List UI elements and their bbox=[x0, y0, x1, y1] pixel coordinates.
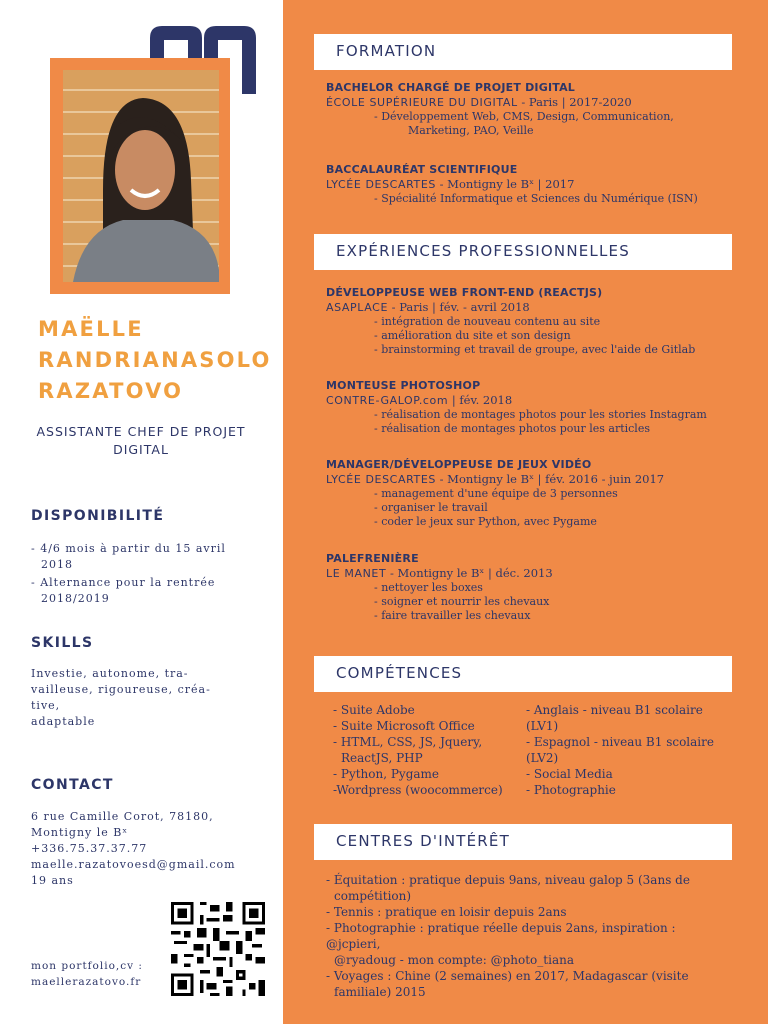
contact-heading: CONTACT bbox=[31, 777, 114, 793]
experience-entry-3-bullet-3: - coder le jeux sur Python, avec Pygame bbox=[374, 515, 597, 528]
experience-band bbox=[314, 234, 732, 270]
qr-code-icon[interactable] bbox=[171, 902, 265, 996]
skills-line-1: Investie, autonome, tra- bbox=[31, 667, 189, 680]
job-title: ASSISTANTE CHEF DE PROJET DIGITAL bbox=[36, 424, 246, 457]
interest-line-4: - Photographie : pratique réelle depuis 2ans, inspiration : @jcpieri, bbox=[326, 921, 676, 951]
competence-right-2: (LV1) bbox=[526, 719, 559, 733]
experience-entry-2-sub bbox=[326, 393, 726, 408]
contact-phone[interactable]: +336.75.37.37.77 bbox=[31, 842, 148, 855]
contact-email[interactable]: maelle.razatovoesd@gmail.com bbox=[31, 858, 236, 871]
interest-line-2: compétition) bbox=[334, 889, 412, 903]
experience-heading: EXPÉRIENCES PROFESSIONNELLES bbox=[336, 242, 630, 260]
formation-entry-2-title: BACCALAURÉAT SCIENTIFIQUE bbox=[326, 163, 518, 176]
interest-line-1: - Équitation : pratique depuis 9ans, niveau galop 5 (3ans de bbox=[326, 873, 690, 887]
availability-list bbox=[31, 541, 271, 607]
contact-info bbox=[31, 809, 271, 889]
competence-left-3: - HTML, CSS, JS, Jquery, bbox=[333, 735, 483, 749]
experience-entry-1-bullet-2: - amélioration du site et son design bbox=[374, 329, 571, 342]
formation-band bbox=[314, 34, 732, 70]
experience-entry-2-detail: | fév. 2018 bbox=[448, 393, 513, 407]
name-line-2: RANDRIANASOLO bbox=[38, 348, 272, 372]
formation-entry-1-org: ÉCOLE SUPÉRIEURE DU DIGITAL bbox=[326, 96, 518, 109]
interests-band bbox=[314, 824, 732, 860]
competences-right-list bbox=[526, 702, 726, 798]
experience-entry-2 bbox=[326, 378, 726, 436]
experience-entry-4-org: LE MANET bbox=[326, 567, 387, 580]
formation-heading: FORMATION bbox=[336, 42, 437, 60]
portfolio-link[interactable] bbox=[31, 958, 143, 990]
formation-entry-1-detail: - Paris | 2017-2020 bbox=[517, 95, 632, 109]
interest-line-3: - Tennis : pratique en loisir depuis 2ans bbox=[326, 905, 567, 919]
experience-entry-1-bullet-3: - brainstorming et travail de groupe, avec l'aide de Gitlab bbox=[374, 343, 696, 356]
experience-entry-2-title: MONTEUSE PHOTOSHOP bbox=[326, 379, 481, 392]
availability-heading: DISPONIBILITÉ bbox=[31, 508, 165, 524]
experience-entry-3-bullet-2: - organiser le travail bbox=[374, 501, 488, 514]
formation-entry-1-title: BACHELOR CHARGÉ DE PROJET DIGITAL bbox=[326, 81, 576, 94]
experience-entry-1-bullet-1: - intégration de nouveau contenu au site bbox=[374, 315, 601, 328]
experience-entry-4-bullet-1: - nettoyer les boxes bbox=[374, 581, 483, 594]
competences-left-list bbox=[333, 702, 523, 798]
competence-right-5: - Social Media bbox=[526, 767, 613, 781]
experience-entry-4 bbox=[326, 551, 726, 623]
interests-list bbox=[326, 872, 726, 1000]
experience-entry-3-detail: - Montigny le Bˣ | fév. 2016 - juin 2017 bbox=[435, 472, 665, 486]
interests-heading: CENTRES D'INTÉRÊT bbox=[336, 832, 510, 850]
profile-photo bbox=[63, 70, 219, 282]
formation-entry-1-bullet-1: - Développement Web, CMS, Design, Communication, bbox=[374, 110, 674, 123]
experience-entry-4-bullet-2: - soigner et nourrir les chevaux bbox=[374, 595, 550, 608]
experience-entry-1-org: ASAPLACE bbox=[326, 301, 389, 314]
candidate-name bbox=[38, 314, 278, 407]
formation-entry-1-bullet-2: Marketing, PAO, Veille bbox=[408, 124, 534, 137]
formation-entry-2 bbox=[326, 162, 726, 206]
experience-entry-1 bbox=[326, 285, 726, 357]
portfolio-label: mon portfolio,cv : bbox=[31, 960, 143, 972]
competence-right-1: - Anglais - niveau B1 scolaire bbox=[526, 703, 703, 717]
formation-entry-2-sub bbox=[326, 177, 726, 192]
availability-item-2-line1: - Alternance pour la rentrée bbox=[31, 576, 216, 589]
contact-city: Montigny le Bˣ bbox=[31, 826, 129, 839]
availability-item-1-line1: - 4/6 mois à partir du 15 avril bbox=[31, 542, 226, 555]
experience-entry-4-title: PALEFRENIÈRE bbox=[326, 552, 419, 565]
competences-band bbox=[314, 656, 732, 692]
experience-entry-3-title: MANAGER/DÉVELOPPEUSE DE JEUX VIDÉO bbox=[326, 458, 592, 471]
experience-entry-3-bullet-1: - management d'une équipe de 3 personnes bbox=[374, 487, 618, 500]
experience-entry-3-sub bbox=[326, 472, 726, 487]
experience-entry-1-sub bbox=[326, 300, 726, 315]
experience-entry-4-sub bbox=[326, 566, 726, 581]
contact-address: 6 rue Camille Corot, 78180, bbox=[31, 810, 214, 823]
competence-right-6: - Photographie bbox=[526, 783, 616, 797]
competence-right-4: (LV2) bbox=[526, 751, 559, 765]
skills-line-4: adaptable bbox=[31, 715, 96, 728]
experience-entry-1-detail: - Paris | fév. - avril 2018 bbox=[388, 300, 530, 314]
formation-entry-1-sub bbox=[326, 95, 726, 110]
experience-entry-2-bullet-1: - réalisation de montages photos pour les stories Instagram bbox=[374, 408, 707, 421]
experience-entry-3-org: LYCÉE DESCARTES bbox=[326, 473, 436, 486]
experience-entry-1-title: DÉVELOPPEUSE WEB FRONT-END (REACTJS) bbox=[326, 286, 603, 299]
competences-heading: COMPÉTENCES bbox=[336, 664, 463, 682]
competence-left-6: -Wordpress (woocommerce) bbox=[333, 783, 503, 797]
experience-entry-3 bbox=[326, 457, 726, 529]
competence-left-2: - Suite Microsoft Office bbox=[333, 719, 475, 733]
experience-entry-4-bullet-3: - faire travailler les chevaux bbox=[374, 609, 531, 622]
skills-line-2: vailleuse, rigoureuse, créa- bbox=[31, 683, 211, 696]
interest-line-7: familiale) 2015 bbox=[334, 985, 426, 999]
experience-entry-4-detail: - Montigny le Bˣ | déc. 2013 bbox=[386, 566, 553, 580]
formation-entry-1 bbox=[326, 80, 726, 138]
skills-line-3: tive, bbox=[31, 699, 61, 712]
skills-heading: SKILLS bbox=[31, 635, 94, 651]
interest-line-5: @ryadoug - mon compte: @photo_tiana bbox=[334, 953, 574, 967]
competence-right-3: - Espagnol - niveau B1 scolaire bbox=[526, 735, 714, 749]
experience-entry-2-org: CONTRE-GALOP.com bbox=[326, 394, 449, 407]
formation-entry-2-bullet-1: - Spécialité Informatique et Sciences du Numérique (ISN) bbox=[374, 192, 698, 205]
name-line-1: MAËLLE bbox=[38, 317, 144, 341]
portfolio-url[interactable]: maellerazatovo.fr bbox=[31, 976, 142, 988]
formation-entry-2-detail: - Montigny le Bˣ | 2017 bbox=[435, 177, 575, 191]
name-line-3: RAZATOVO bbox=[38, 379, 184, 403]
skills-text bbox=[31, 666, 271, 730]
competence-left-1: - Suite Adobe bbox=[333, 703, 415, 717]
experience-entry-2-bullet-2: - réalisation de montages photos pour les articles bbox=[374, 422, 650, 435]
interest-line-6: - Voyages : Chine (2 semaines) en 2017, Madagascar (visite bbox=[326, 969, 689, 983]
formation-entry-2-org: LYCÉE DESCARTES bbox=[326, 178, 436, 191]
competence-left-5: - Python, Pygame bbox=[333, 767, 440, 781]
availability-item-1-line2: 2018 bbox=[41, 558, 73, 571]
competence-left-4: ReactJS, PHP bbox=[341, 751, 423, 765]
contact-age: 19 ans bbox=[31, 874, 74, 887]
availability-item-2-line2: 2018/2019 bbox=[41, 592, 110, 605]
